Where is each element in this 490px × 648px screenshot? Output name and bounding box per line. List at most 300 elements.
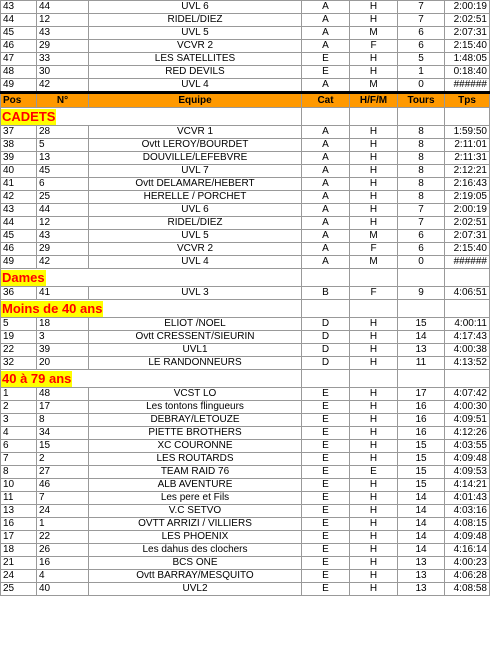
cell-time: 4:00:11 xyxy=(445,318,490,331)
cell-number: 3 xyxy=(37,331,89,344)
cell-gender: H xyxy=(350,152,398,165)
cell-time: 2:19:05 xyxy=(445,191,490,204)
cell-gender: H xyxy=(350,165,398,178)
cell-number: 43 xyxy=(37,27,89,40)
cell-pos: 11 xyxy=(1,492,37,505)
cell-time: 4:00:38 xyxy=(445,344,490,357)
section-header-row xyxy=(1,300,490,318)
cell-number: 40 xyxy=(37,583,89,596)
empty-cell xyxy=(445,108,490,126)
table-row xyxy=(1,40,490,53)
cell-laps: 8 xyxy=(398,165,445,178)
cell-gender: H xyxy=(350,126,398,139)
cell-gender: H xyxy=(350,66,398,79)
cell-time: 4:09:51 xyxy=(445,414,490,427)
cell-gender: H xyxy=(350,14,398,27)
cell-gender: F xyxy=(350,243,398,256)
cell-laps: 13 xyxy=(398,583,445,596)
cell-laps: 7 xyxy=(398,1,445,14)
cell-number: 17 xyxy=(37,401,89,414)
cell-team: UVL2 xyxy=(89,583,302,596)
cell-time: 2:11:31 xyxy=(445,152,490,165)
table-row xyxy=(1,331,490,344)
cell-pos: 46 xyxy=(1,243,37,256)
cell-number: 42 xyxy=(37,79,89,93)
section-label-cell xyxy=(1,300,302,318)
table-row xyxy=(1,318,490,331)
cell-number: 44 xyxy=(37,204,89,217)
cell-pos: 19 xyxy=(1,331,37,344)
cell-pos: 21 xyxy=(1,557,37,570)
cell-pos: 18 xyxy=(1,544,37,557)
cell-team: DOUVILLE/LEFEBVRE xyxy=(89,152,302,165)
cell-category: E xyxy=(302,557,350,570)
cell-pos: 6 xyxy=(1,440,37,453)
table-row xyxy=(1,165,490,178)
cell-team: LE RANDONNEURS xyxy=(89,357,302,370)
cell-team: HERELLE / PORCHET xyxy=(89,191,302,204)
table-row xyxy=(1,178,490,191)
cell-laps: 15 xyxy=(398,466,445,479)
cell-number: 28 xyxy=(37,126,89,139)
cell-laps: 14 xyxy=(398,544,445,557)
cell-team: UVL 5 xyxy=(89,230,302,243)
cell-time: 4:03:55 xyxy=(445,440,490,453)
cell-laps: 16 xyxy=(398,401,445,414)
cell-pos: 5 xyxy=(1,318,37,331)
cell-time: 4:00:30 xyxy=(445,401,490,414)
cell-pos: 38 xyxy=(1,139,37,152)
cell-pos: 36 xyxy=(1,287,37,300)
cell-pos: 3 xyxy=(1,414,37,427)
cell-gender: H xyxy=(350,191,398,204)
cell-number: 48 xyxy=(37,388,89,401)
cell-time: ###### xyxy=(445,79,490,93)
cell-category: E xyxy=(302,53,350,66)
cell-category: E xyxy=(302,505,350,518)
empty-cell xyxy=(398,269,445,287)
cell-team: LES SATELLITES xyxy=(89,53,302,66)
cell-team: UVL 7 xyxy=(89,165,302,178)
cell-gender: M xyxy=(350,27,398,40)
empty-cell xyxy=(445,269,490,287)
cell-category: D xyxy=(302,318,350,331)
cell-time: 2:07:31 xyxy=(445,27,490,40)
cell-gender: H xyxy=(350,505,398,518)
cell-category: E xyxy=(302,492,350,505)
cell-number: 4 xyxy=(37,570,89,583)
cell-number: 25 xyxy=(37,191,89,204)
cell-category: A xyxy=(302,79,350,93)
cell-number: 15 xyxy=(37,440,89,453)
cell-number: 7 xyxy=(37,492,89,505)
cell-laps: 9 xyxy=(398,287,445,300)
cell-team: Ovtt DELAMARE/HEBERT xyxy=(89,178,302,191)
cell-category: E xyxy=(302,427,350,440)
table-row xyxy=(1,53,490,66)
table-row xyxy=(1,414,490,427)
cell-category: A xyxy=(302,217,350,230)
empty-cell xyxy=(302,370,350,388)
cell-pos: 8 xyxy=(1,466,37,479)
cell-time: 4:08:15 xyxy=(445,518,490,531)
cell-laps: 8 xyxy=(398,152,445,165)
empty-cell xyxy=(445,300,490,318)
cell-pos: 45 xyxy=(1,27,37,40)
cell-team: BCS ONE xyxy=(89,557,302,570)
cell-pos: 44 xyxy=(1,14,37,27)
cell-category: E xyxy=(302,479,350,492)
cell-number: 13 xyxy=(37,152,89,165)
cell-team: Les tontons flingueurs xyxy=(89,401,302,414)
cell-category: E xyxy=(302,66,350,79)
cell-category: E xyxy=(302,401,350,414)
cell-team: OVTT ARRIZI / VILLIERS xyxy=(89,518,302,531)
section-header-row xyxy=(1,269,490,287)
cell-team: XC COURONNE xyxy=(89,440,302,453)
cell-time: 2:15:40 xyxy=(445,243,490,256)
cell-gender: H xyxy=(350,204,398,217)
table-row xyxy=(1,531,490,544)
section-header-row xyxy=(1,108,490,126)
cell-laps: 5 xyxy=(398,53,445,66)
cell-pos: 37 xyxy=(1,126,37,139)
cell-laps: 1 xyxy=(398,66,445,79)
cell-number: 12 xyxy=(37,14,89,27)
cell-laps: 7 xyxy=(398,14,445,27)
cell-gender: F xyxy=(350,40,398,53)
cell-category: A xyxy=(302,27,350,40)
cell-gender: H xyxy=(350,357,398,370)
cell-laps: 8 xyxy=(398,178,445,191)
empty-cell xyxy=(398,300,445,318)
table-row xyxy=(1,287,490,300)
cell-laps: 14 xyxy=(398,518,445,531)
section-title: Moins de 40 ans xyxy=(2,300,103,316)
cell-gender: M xyxy=(350,230,398,243)
table-row xyxy=(1,479,490,492)
cell-pos: 40 xyxy=(1,165,37,178)
cell-laps: 16 xyxy=(398,427,445,440)
empty-cell xyxy=(445,370,490,388)
cell-category: B xyxy=(302,287,350,300)
cell-time: 4:16:14 xyxy=(445,544,490,557)
column-header: N° xyxy=(37,93,89,108)
cell-laps: 6 xyxy=(398,243,445,256)
cell-laps: 8 xyxy=(398,191,445,204)
cell-time: 2:16:43 xyxy=(445,178,490,191)
column-header: Equipe xyxy=(89,93,302,108)
cell-pos: 4 xyxy=(1,427,37,440)
cell-category: A xyxy=(302,243,350,256)
cell-gender: H xyxy=(350,178,398,191)
table-row xyxy=(1,139,490,152)
cell-team: DEBRAY/LETOUZE xyxy=(89,414,302,427)
cell-pos: 24 xyxy=(1,570,37,583)
section-header-row xyxy=(1,370,490,388)
table-row xyxy=(1,557,490,570)
table-row xyxy=(1,79,490,93)
cell-time: 4:14:21 xyxy=(445,479,490,492)
cell-time: 1:48:05 xyxy=(445,53,490,66)
cell-team: RED DEVILS xyxy=(89,66,302,79)
cell-number: 30 xyxy=(37,66,89,79)
cell-category: E xyxy=(302,414,350,427)
cell-team: UVL 4 xyxy=(89,79,302,93)
cell-category: E xyxy=(302,453,350,466)
cell-gender: H xyxy=(350,453,398,466)
cell-category: A xyxy=(302,152,350,165)
cell-number: 29 xyxy=(37,243,89,256)
cell-pos: 49 xyxy=(1,256,37,269)
table-row xyxy=(1,27,490,40)
cell-number: 26 xyxy=(37,544,89,557)
table-row xyxy=(1,344,490,357)
cell-pos: 2 xyxy=(1,401,37,414)
results-body xyxy=(1,1,490,596)
table-row xyxy=(1,388,490,401)
cell-time: 4:01:43 xyxy=(445,492,490,505)
cell-laps: 8 xyxy=(398,126,445,139)
cell-pos: 22 xyxy=(1,344,37,357)
cell-number: 43 xyxy=(37,230,89,243)
cell-number: 8 xyxy=(37,414,89,427)
cell-time: 2:07:31 xyxy=(445,230,490,243)
cell-team: PIETTE BROTHERS xyxy=(89,427,302,440)
cell-laps: 15 xyxy=(398,479,445,492)
cell-time: 2:02:51 xyxy=(445,217,490,230)
cell-gender: H xyxy=(350,139,398,152)
cell-team: VCVR 2 xyxy=(89,40,302,53)
cell-time: 0:18:40 xyxy=(445,66,490,79)
cell-pos: 16 xyxy=(1,518,37,531)
cell-time: 2:00:19 xyxy=(445,1,490,14)
cell-time: 2:11:01 xyxy=(445,139,490,152)
cell-number: 22 xyxy=(37,531,89,544)
table-row xyxy=(1,204,490,217)
cell-team: UVL 5 xyxy=(89,27,302,40)
cell-gender: H xyxy=(350,427,398,440)
section-title: CADETS xyxy=(2,108,56,124)
cell-team: UVL 6 xyxy=(89,1,302,14)
cell-number: 45 xyxy=(37,165,89,178)
section-title: 40 à 79 ans xyxy=(2,370,72,386)
cell-laps: 14 xyxy=(398,505,445,518)
table-row xyxy=(1,427,490,440)
cell-time: 2:15:40 xyxy=(445,40,490,53)
cell-category: E xyxy=(302,466,350,479)
cell-team: Ovtt LEROY/BOURDET xyxy=(89,139,302,152)
empty-cell xyxy=(302,300,350,318)
cell-pos: 43 xyxy=(1,1,37,14)
cell-category: E xyxy=(302,570,350,583)
column-header: Cat xyxy=(302,93,350,108)
cell-gender: H xyxy=(350,414,398,427)
cell-gender: H xyxy=(350,344,398,357)
cell-gender: E xyxy=(350,466,398,479)
cell-number: 16 xyxy=(37,557,89,570)
cell-number: 39 xyxy=(37,344,89,357)
table-row xyxy=(1,217,490,230)
section-label-cell xyxy=(1,108,302,126)
cell-number: 20 xyxy=(37,357,89,370)
cell-time: 2:02:51 xyxy=(445,14,490,27)
cell-gender: M xyxy=(350,256,398,269)
cell-gender: H xyxy=(350,401,398,414)
cell-laps: 13 xyxy=(398,344,445,357)
table-row xyxy=(1,357,490,370)
cell-time: 4:09:48 xyxy=(445,531,490,544)
table-row xyxy=(1,66,490,79)
cell-category: A xyxy=(302,139,350,152)
cell-laps: 14 xyxy=(398,531,445,544)
cell-team: UVL 4 xyxy=(89,256,302,269)
cell-pos: 32 xyxy=(1,357,37,370)
cell-gender: H xyxy=(350,388,398,401)
table-row xyxy=(1,14,490,27)
cell-laps: 7 xyxy=(398,217,445,230)
cell-pos: 10 xyxy=(1,479,37,492)
cell-gender: H xyxy=(350,440,398,453)
cell-number: 5 xyxy=(37,139,89,152)
table-row xyxy=(1,518,490,531)
cell-number: 1 xyxy=(37,518,89,531)
cell-team: RIDEL/DIEZ xyxy=(89,14,302,27)
cell-category: E xyxy=(302,531,350,544)
cell-category: A xyxy=(302,256,350,269)
cell-time: 4:06:51 xyxy=(445,287,490,300)
empty-cell xyxy=(302,269,350,287)
cell-team: Les dahus des clochers xyxy=(89,544,302,557)
cell-category: A xyxy=(302,178,350,191)
cell-pos: 39 xyxy=(1,152,37,165)
cell-team: Ovtt BARRAY/MESQUITO xyxy=(89,570,302,583)
section-label-cell xyxy=(1,269,302,287)
cell-gender: H xyxy=(350,1,398,14)
cell-time: 4:09:53 xyxy=(445,466,490,479)
cell-number: 34 xyxy=(37,427,89,440)
table-row xyxy=(1,401,490,414)
cell-time: 2:00:19 xyxy=(445,204,490,217)
cell-team: V.C SETVO xyxy=(89,505,302,518)
cell-pos: 45 xyxy=(1,230,37,243)
cell-pos: 42 xyxy=(1,191,37,204)
cell-pos: 46 xyxy=(1,40,37,53)
table-row xyxy=(1,453,490,466)
cell-category: D xyxy=(302,331,350,344)
empty-cell xyxy=(398,108,445,126)
table-row xyxy=(1,544,490,557)
cell-number: 44 xyxy=(37,1,89,14)
cell-time: 4:17:43 xyxy=(445,331,490,344)
cell-laps: 14 xyxy=(398,331,445,344)
cell-category: E xyxy=(302,440,350,453)
cell-time: 4:07:42 xyxy=(445,388,490,401)
cell-category: A xyxy=(302,165,350,178)
cell-gender: H xyxy=(350,583,398,596)
cell-time: 4:00:23 xyxy=(445,557,490,570)
cell-gender: H xyxy=(350,557,398,570)
cell-time: 4:12:26 xyxy=(445,427,490,440)
cell-category: A xyxy=(302,230,350,243)
cell-category: E xyxy=(302,518,350,531)
cell-laps: 6 xyxy=(398,27,445,40)
cell-time: 4:13:52 xyxy=(445,357,490,370)
cell-pos: 7 xyxy=(1,453,37,466)
cell-gender: H xyxy=(350,570,398,583)
section-title: Dames xyxy=(2,269,45,285)
table-row xyxy=(1,440,490,453)
cell-team: ALB AVENTURE xyxy=(89,479,302,492)
cell-gender: F xyxy=(350,287,398,300)
cell-category: A xyxy=(302,40,350,53)
cell-laps: 14 xyxy=(398,492,445,505)
cell-laps: 16 xyxy=(398,414,445,427)
cell-pos: 1 xyxy=(1,388,37,401)
section-label-cell xyxy=(1,370,302,388)
table-row xyxy=(1,191,490,204)
cell-team: ELIOT /NOEL xyxy=(89,318,302,331)
cell-gender: H xyxy=(350,518,398,531)
cell-team: UVL 3 xyxy=(89,287,302,300)
cell-gender: H xyxy=(350,544,398,557)
cell-time: 4:09:48 xyxy=(445,453,490,466)
empty-cell xyxy=(350,370,398,388)
cell-time: 4:08:58 xyxy=(445,583,490,596)
cell-time: 2:12:21 xyxy=(445,165,490,178)
cell-pos: 49 xyxy=(1,79,37,93)
cell-laps: 7 xyxy=(398,204,445,217)
cell-category: D xyxy=(302,357,350,370)
table-row xyxy=(1,505,490,518)
cell-team: Ovtt CRESSENT/SIEURIN xyxy=(89,331,302,344)
cell-team: VCST LO xyxy=(89,388,302,401)
cell-gender: H xyxy=(350,53,398,66)
table-row xyxy=(1,583,490,596)
cell-pos: 47 xyxy=(1,53,37,66)
cell-category: E xyxy=(302,544,350,557)
cell-category: E xyxy=(302,388,350,401)
cell-laps: 17 xyxy=(398,388,445,401)
cell-laps: 0 xyxy=(398,256,445,269)
cell-time: 4:06:28 xyxy=(445,570,490,583)
cell-category: A xyxy=(302,191,350,204)
cell-number: 42 xyxy=(37,256,89,269)
cell-number: 12 xyxy=(37,217,89,230)
table-row xyxy=(1,256,490,269)
empty-cell xyxy=(302,108,350,126)
table-row xyxy=(1,230,490,243)
cell-laps: 6 xyxy=(398,230,445,243)
cell-team: VCVR 2 xyxy=(89,243,302,256)
table-row xyxy=(1,126,490,139)
cell-number: 29 xyxy=(37,40,89,53)
cell-time: 4:03:16 xyxy=(445,505,490,518)
cell-team: Les pere et Fils xyxy=(89,492,302,505)
cell-gender: H xyxy=(350,331,398,344)
cell-category: A xyxy=(302,1,350,14)
cell-team: LES ROUTARDS xyxy=(89,453,302,466)
cell-team: RIDEL/DIEZ xyxy=(89,217,302,230)
cell-category: A xyxy=(302,14,350,27)
cell-team: LES PHOENIX xyxy=(89,531,302,544)
cell-time: 1:59:50 xyxy=(445,126,490,139)
cell-gender: H xyxy=(350,531,398,544)
cell-team: UVL1 xyxy=(89,344,302,357)
cell-laps: 15 xyxy=(398,440,445,453)
cell-laps: 11 xyxy=(398,357,445,370)
cell-category: D xyxy=(302,344,350,357)
